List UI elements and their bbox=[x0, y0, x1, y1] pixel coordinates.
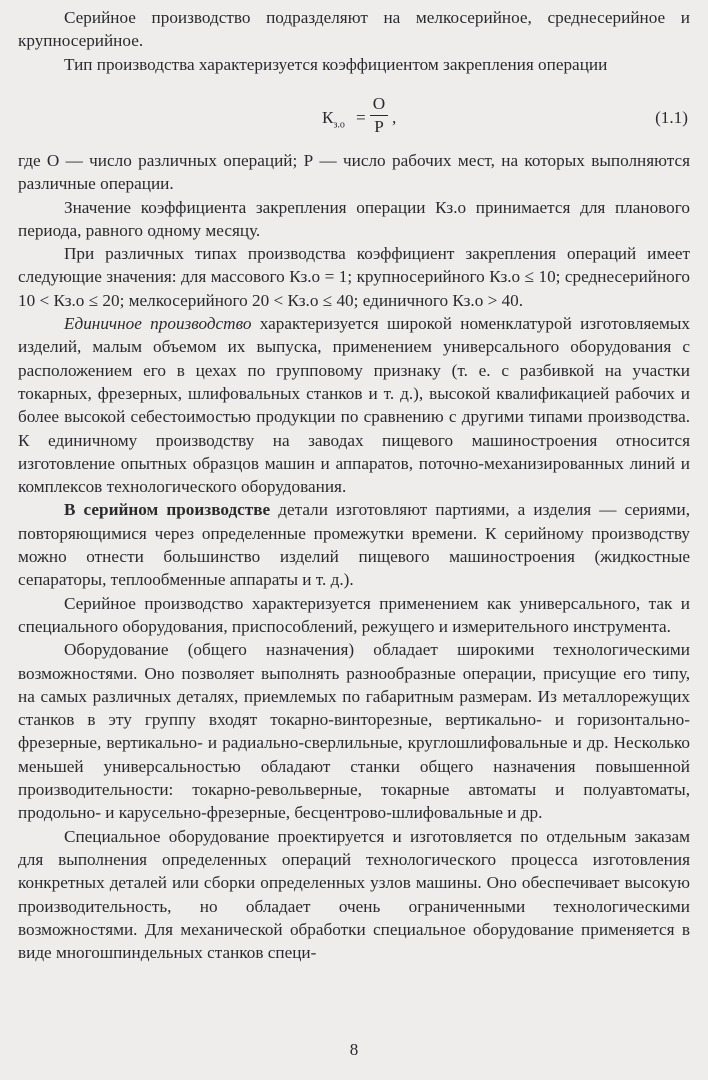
paragraph-serial-subtypes: Серийное производство подразделяют на мелкосерийное, среднесерийное и крупносерийное. bbox=[18, 8, 690, 51]
formula-1-1 bbox=[0, 92, 708, 144]
formula-lhs: $К_{з.о}$ bbox=[322, 108, 345, 131]
paragraph-serial-production: В серийном производстве детали изготовляют партиями, а изделия — сериями, повторяющимися через определенные промежутки времени. К серийному производству можно отнести большинство изделий пищевого машиностроения (жидкостные сепараторы, теплообменные аппараты и т. д.). bbox=[18, 500, 691, 590]
equation-number: (1.1) bbox=[655, 108, 688, 127]
paragraph-coefficient-value: Значение коэффициента закрепления операции Кз.о принимается для планового периода, равного одному месяцу. bbox=[18, 197, 690, 240]
formula-equals: = bbox=[356, 108, 366, 127]
fraction-bar bbox=[370, 115, 388, 116]
term-serial-production: В серийном производстве bbox=[64, 500, 271, 520]
formula-comma: , bbox=[392, 108, 397, 127]
paragraph-production-type: Тип производства характеризуется коэффициентом закрепления операции bbox=[64, 54, 608, 74]
paragraph-single-production: Единичное производство характеризуется широкой номенклатурой изготовляемых изделий, малым объемом их выпуска, применением универсального оборудования с расположением его в цехах по групповому признаку (т. е. с разбивкой на участки токарных, фрезерных, шлифовальных станков и т. д.), высокой квалификацией рабочих и более высокой себестоимостью продукции по сравнению с другими типами производства. К единичному производству на заводах пищевого машиностроения относится изготовление опытных образцов машин и аппаратов, поточно-механизированных линий и комплексов технологического оборудования. bbox=[18, 314, 690, 497]
paragraph-special-equipment: Специальное оборудование проектируется и изготовляется по отдельным заказам для выполнения определенных операций технологического процесса изготовления конкретных деталей или сборки определенных узлов машины. Оно обеспечивает высокую производительность, но обладает очень ограниченными технологическими возможностями. Для механической обработки специальное оборудование применяется в виде многошпиндельных станков специ- bbox=[18, 826, 690, 963]
text-block-main bbox=[18, 149, 690, 964]
text-block-top bbox=[18, 6, 690, 76]
term-single-production: Единичное производство bbox=[64, 314, 252, 334]
formula-numerator: О bbox=[372, 94, 386, 113]
paragraph-general-equipment: Оборудование (общего назначения) обладает широкими технологическими возможностями. Оно позволяет выполнять разнообразные операции, присущие его типу, на самых различных деталях, приемлемых по габаритным размерам. Из металлорежущих станков в эту группу входят токарно-винторезные, вертикально- и горизонтально-фрезерные, вертикально- и радиально-сверлильные, круглошлифовальные и др. Несколько меньшей универсальностью обладают станки общего назначения повышенной производительности: токарно-револьверные, токарные автоматы и полуавтоматы, продольно- и карусельно-фрезерные, бесцентрово-шлифовальные и др. bbox=[18, 640, 690, 823]
paragraph-serial-characteristics: Серийное производство характеризуется применением как универсального, так и специального оборудования, приспособлений, режущего и измерительного инструмента. bbox=[18, 593, 690, 636]
paragraph-coefficient-types: При различных типах производства коэффициент закрепления операций имеет следующие значения: для массового Кз.о = 1; крупносерийного Кз.о ≤ 10; среднесерийного 10 < Кз.о ≤ 20; мелкосерийного 20 < Кз.о ≤ 40; единичного Кз.о > 40. bbox=[18, 244, 690, 310]
page-number: 8 bbox=[349, 1040, 359, 1059]
formula-fraction bbox=[370, 94, 388, 137]
formula-denominator: Р bbox=[374, 117, 384, 136]
paragraph-where: где О — число различных операций; Р — число рабочих мест, на которых выполняются различные операции. bbox=[18, 151, 690, 194]
